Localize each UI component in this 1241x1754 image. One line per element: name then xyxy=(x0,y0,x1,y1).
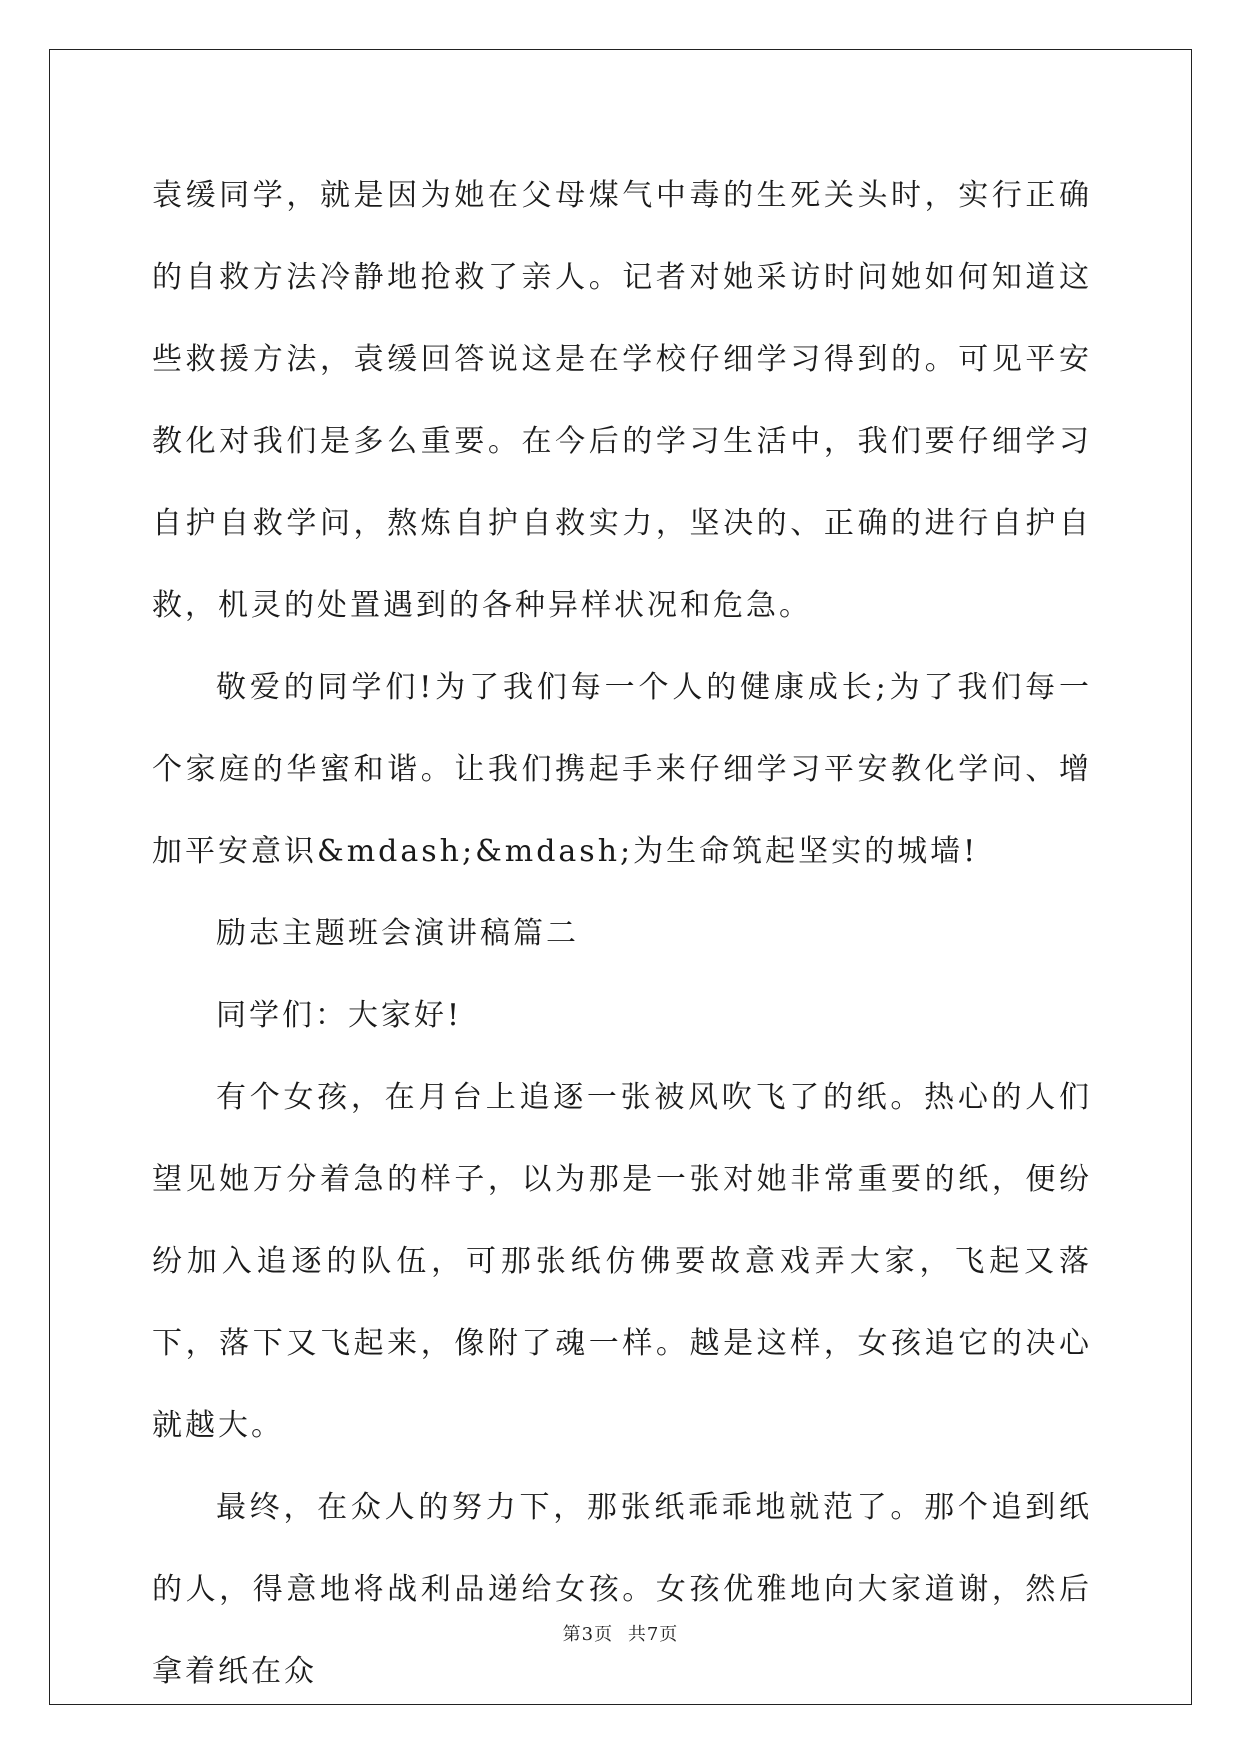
paragraph: 最终，在众人的努力下，那张纸乖乖地就范了。那个追到纸的人，得意地将战利品递给女孩。女孩优雅地向大家道谢，然后拿着纸在众 xyxy=(152,1490,1092,1689)
paragraph: 袁缓同学，就是因为她在父母煤气中毒的生死关头时，实行正确的自救方法冷静地抢救了亲人。记者对她采访时问她如何知道这些救援方法，袁缓回答说这是在学校仔细学习得到的。可见平安教化对我们是多么重要。在今后的学习生活中，我们要仔细学习自护自救学问，熬炼自护自救实力，坚决的、正确的进行自护自救，机灵的处置遇到的各种异样状况和危急。 xyxy=(152,178,1092,623)
paragraph: 有个女孩，在月台上追逐一张被风吹飞了的纸。热心的人们望见她万分着急的样子，以为那是一张对她非常重要的纸，便纷纷加入追逐的队伍，可那张纸仿佛要故意戏弄大家，飞起又落下，落下又飞起来，像附了魂一样。越是这样，女孩追它的决心就越大。 xyxy=(152,1080,1092,1443)
page-total: 共7页 xyxy=(627,1624,679,1645)
section-heading: 励志主题班会演讲稿篇二 xyxy=(216,916,579,951)
document-body xyxy=(152,155,1092,1713)
page-number: 第3页 xyxy=(562,1624,614,1645)
page-footer xyxy=(0,1620,1241,1646)
paragraph: 敬爱的同学们!为了我们每一个人的健康成长;为了我们每一个家庭的华蜜和谐。让我们携起手来仔细学习平安教化学问、增加平安意识&mdash;&mdash;为生命筑起坚实的城墙! xyxy=(152,670,1092,869)
salutation: 同学们：大家好! xyxy=(216,998,463,1033)
